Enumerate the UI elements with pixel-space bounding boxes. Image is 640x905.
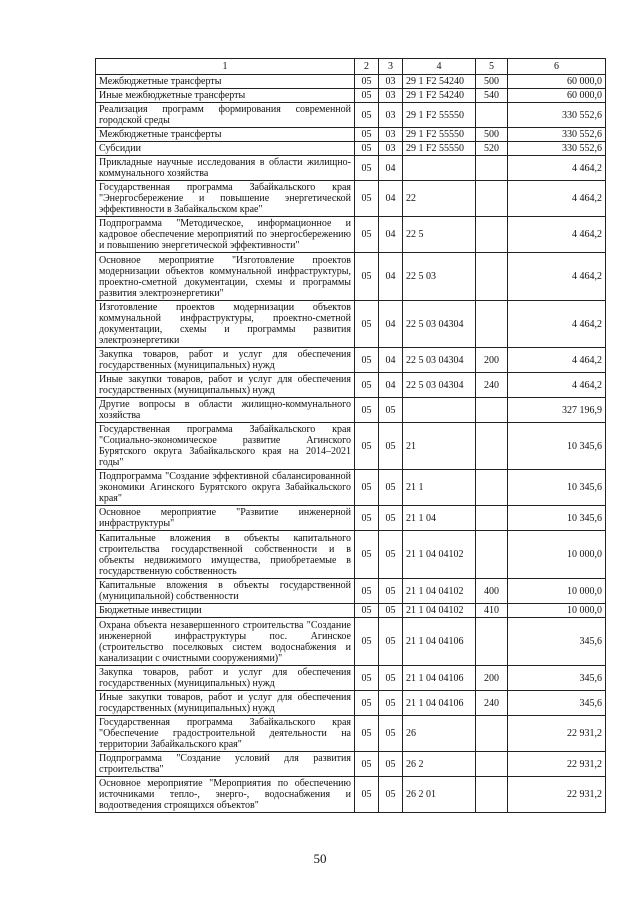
table-row — [96, 777, 606, 813]
table-row — [96, 89, 606, 103]
row-section: 05 — [355, 666, 379, 691]
row-section: 05 — [355, 373, 379, 398]
table-row — [96, 373, 606, 398]
table-row — [96, 156, 606, 181]
row-amount: 4 464,2 — [508, 181, 606, 217]
row-target-item: 21 1 04 — [403, 506, 476, 531]
row-section: 05 — [355, 777, 379, 813]
table-row — [96, 128, 606, 142]
row-section: 05 — [355, 142, 379, 156]
row-name: Межбюджетные трансферты — [96, 128, 355, 142]
table-row — [96, 348, 606, 373]
table-row — [96, 398, 606, 423]
column-header-target-item: 4 — [403, 59, 476, 75]
row-subsection: 05 — [379, 398, 403, 423]
row-amount: 345,6 — [508, 618, 606, 666]
row-amount: 22 931,2 — [508, 716, 606, 752]
row-name: Иные закупки товаров, работ и услуг для обеспечения государственных (муниципальных) нужд — [96, 373, 355, 398]
row-target-item: 22 5 03 04304 — [403, 373, 476, 398]
table-row — [96, 752, 606, 777]
table-row — [96, 604, 606, 618]
table-row — [96, 301, 606, 348]
row-name: Закупка товаров, работ и услуг для обеспечения государственных (муниципальных) нужд — [96, 348, 355, 373]
budget-table — [95, 58, 606, 813]
row-subsection: 04 — [379, 373, 403, 398]
row-expense-type — [476, 156, 508, 181]
row-section: 05 — [355, 398, 379, 423]
row-amount: 330 552,6 — [508, 142, 606, 156]
row-target-item: 21 — [403, 423, 476, 470]
row-amount: 4 464,2 — [508, 217, 606, 253]
row-subsection: 04 — [379, 348, 403, 373]
row-name: Основное мероприятие "Мероприятия по обеспечению источниками тепло-, энерго-, водоснабжения и водоотведения строящихся объектов" — [96, 777, 355, 813]
column-header-section: 2 — [355, 59, 379, 75]
row-section: 05 — [355, 531, 379, 579]
row-name: Охрана объекта незавершенного строительства "Создание инженерной инфраструктуры пос. Агинское (строительство поселковых систем водоснабжения и канализации с очистными сооружениями)" — [96, 618, 355, 666]
row-name: Капитальные вложения в объекты государственной (муниципальной) собственности — [96, 579, 355, 604]
row-section: 05 — [355, 618, 379, 666]
row-subsection: 04 — [379, 217, 403, 253]
row-expense-type: 200 — [476, 348, 508, 373]
row-subsection: 03 — [379, 75, 403, 89]
row-subsection: 05 — [379, 777, 403, 813]
table-row — [96, 531, 606, 579]
row-name: Реализация программ формирования современной городской среды — [96, 103, 355, 128]
row-subsection: 05 — [379, 666, 403, 691]
table-row — [96, 691, 606, 716]
table-row — [96, 506, 606, 531]
row-subsection: 05 — [379, 579, 403, 604]
row-target-item: 29 1 F2 54240 — [403, 75, 476, 89]
row-name: Субсидии — [96, 142, 355, 156]
row-amount: 60 000,0 — [508, 75, 606, 89]
row-name: Межбюджетные трансферты — [96, 75, 355, 89]
row-expense-type — [476, 618, 508, 666]
row-section: 05 — [355, 181, 379, 217]
table-row — [96, 579, 606, 604]
row-amount: 4 464,2 — [508, 301, 606, 348]
row-expense-type: 240 — [476, 373, 508, 398]
row-name: Подпрограмма "Создание условий для развития строительства" — [96, 752, 355, 777]
row-subsection: 04 — [379, 156, 403, 181]
row-section: 05 — [355, 89, 379, 103]
row-amount: 327 196,9 — [508, 398, 606, 423]
row-expense-type — [476, 531, 508, 579]
column-header-expense-type: 5 — [476, 59, 508, 75]
row-target-item: 21 1 04 04102 — [403, 604, 476, 618]
column-header-subsection: 3 — [379, 59, 403, 75]
table-row — [96, 181, 606, 217]
row-name: Капитальные вложения в объекты капитального строительства государственной собственности и в объекты недвижимого имущества, приобретаемые в государственную собственность — [96, 531, 355, 579]
row-subsection: 03 — [379, 89, 403, 103]
row-target-item: 22 — [403, 181, 476, 217]
row-section: 05 — [355, 470, 379, 506]
row-section: 05 — [355, 156, 379, 181]
row-expense-type: 400 — [476, 579, 508, 604]
row-amount: 22 931,2 — [508, 752, 606, 777]
table-row — [96, 470, 606, 506]
row-name: Иные межбюджетные трансферты — [96, 89, 355, 103]
row-section: 05 — [355, 103, 379, 128]
row-expense-type — [476, 253, 508, 301]
row-subsection: 05 — [379, 691, 403, 716]
row-expense-type: 410 — [476, 604, 508, 618]
table-row — [96, 103, 606, 128]
row-target-item: 22 5 03 04304 — [403, 348, 476, 373]
row-amount: 4 464,2 — [508, 253, 606, 301]
row-expense-type: 540 — [476, 89, 508, 103]
row-section: 05 — [355, 691, 379, 716]
row-name: Изготовление проектов модернизации объектов коммунальной инфраструктуры, проектно-сметной документации, схемы и программы развития электроэнергетики — [96, 301, 355, 348]
row-name: Государственная программа Забайкальского края "Социально-экономическое развитие Агинского Бурятского округа Забайкальского края на 2014–2021 годы" — [96, 423, 355, 470]
row-section: 05 — [355, 752, 379, 777]
row-subsection: 03 — [379, 103, 403, 128]
row-subsection: 05 — [379, 716, 403, 752]
row-target-item: 26 2 — [403, 752, 476, 777]
table-row — [96, 75, 606, 89]
row-target-item: 29 1 F2 55550 — [403, 142, 476, 156]
row-subsection: 05 — [379, 506, 403, 531]
row-amount: 4 464,2 — [508, 348, 606, 373]
row-section: 05 — [355, 301, 379, 348]
table-row — [96, 716, 606, 752]
row-expense-type — [476, 716, 508, 752]
row-amount: 60 000,0 — [508, 89, 606, 103]
row-name: Прикладные научные исследования в области жилищно-коммунального хозяйства — [96, 156, 355, 181]
row-name: Основное мероприятие "Развитие инженерной инфраструктуры" — [96, 506, 355, 531]
row-name: Государственная программа Забайкальского края "Обеспечение градостроительной деятельности на территории Забайкальского края" — [96, 716, 355, 752]
row-amount: 10 000,0 — [508, 579, 606, 604]
table-row — [96, 253, 606, 301]
row-name: Подпрограмма "Создание эффективной сбалансированной экономики Агинского Бурятского округа Забайкальского края" — [96, 470, 355, 506]
row-name: Бюджетные инвестиции — [96, 604, 355, 618]
row-name: Другие вопросы в области жилищно-коммунального хозяйства — [96, 398, 355, 423]
row-target-item: 21 1 04 04106 — [403, 666, 476, 691]
row-name: Иные закупки товаров, работ и услуг для обеспечения государственных (муниципальных) нужд — [96, 691, 355, 716]
row-expense-type — [476, 777, 508, 813]
row-subsection: 04 — [379, 181, 403, 217]
row-section: 05 — [355, 579, 379, 604]
row-target-item: 21 1 04 04102 — [403, 531, 476, 579]
row-target-item: 21 1 04 04106 — [403, 618, 476, 666]
row-section: 05 — [355, 716, 379, 752]
row-expense-type: 500 — [476, 75, 508, 89]
row-expense-type — [476, 103, 508, 128]
row-amount: 10 000,0 — [508, 604, 606, 618]
row-target-item: 26 2 01 — [403, 777, 476, 813]
row-name: Закупка товаров, работ и услуг для обеспечения государственных (муниципальных) нужд — [96, 666, 355, 691]
row-expense-type: 500 — [476, 128, 508, 142]
row-target-item: 29 1 F2 54240 — [403, 89, 476, 103]
row-amount: 22 931,2 — [508, 777, 606, 813]
row-target-item: 29 1 F2 55550 — [403, 103, 476, 128]
row-subsection: 05 — [379, 604, 403, 618]
row-expense-type — [476, 217, 508, 253]
row-amount: 4 464,2 — [508, 156, 606, 181]
table-row — [96, 423, 606, 470]
row-expense-type: 240 — [476, 691, 508, 716]
row-section: 05 — [355, 506, 379, 531]
column-header-name: 1 — [96, 59, 355, 75]
row-section: 05 — [355, 253, 379, 301]
row-amount: 330 552,6 — [508, 103, 606, 128]
budget-sheet — [95, 58, 605, 813]
row-target-item — [403, 156, 476, 181]
row-section: 05 — [355, 348, 379, 373]
row-target-item: 26 — [403, 716, 476, 752]
row-amount: 10 345,6 — [508, 506, 606, 531]
row-section: 05 — [355, 604, 379, 618]
row-expense-type — [476, 398, 508, 423]
row-amount: 10 345,6 — [508, 423, 606, 470]
row-section: 05 — [355, 75, 379, 89]
row-subsection: 03 — [379, 128, 403, 142]
row-target-item — [403, 398, 476, 423]
table-header-row — [96, 59, 606, 75]
row-expense-type — [476, 301, 508, 348]
row-expense-type — [476, 752, 508, 777]
row-subsection: 05 — [379, 618, 403, 666]
row-subsection: 04 — [379, 301, 403, 348]
page-number: 50 — [313, 851, 327, 866]
row-section: 05 — [355, 217, 379, 253]
row-expense-type — [476, 506, 508, 531]
row-amount: 345,6 — [508, 691, 606, 716]
row-subsection: 05 — [379, 423, 403, 470]
row-target-item: 21 1 — [403, 470, 476, 506]
row-section: 05 — [355, 423, 379, 470]
row-amount: 4 464,2 — [508, 373, 606, 398]
column-header-amount: 6 — [508, 59, 606, 75]
table-row — [96, 666, 606, 691]
row-section: 05 — [355, 128, 379, 142]
row-name: Подпрограмма "Методическое, информационное и кадровое обеспечение мероприятий по энергосбережению и повышению энергетической эффективности" — [96, 217, 355, 253]
row-subsection: 05 — [379, 752, 403, 777]
row-expense-type — [476, 423, 508, 470]
row-subsection: 03 — [379, 142, 403, 156]
row-target-item: 22 5 03 04304 — [403, 301, 476, 348]
row-target-item: 21 1 04 04106 — [403, 691, 476, 716]
row-expense-type: 520 — [476, 142, 508, 156]
row-amount: 345,6 — [508, 666, 606, 691]
row-expense-type — [476, 181, 508, 217]
row-amount: 10 000,0 — [508, 531, 606, 579]
table-row — [96, 142, 606, 156]
row-subsection: 05 — [379, 531, 403, 579]
row-name: Государственная программа Забайкальского края "Энергосбережение и повышение энергетической эффективности в Забайкальском крае" — [96, 181, 355, 217]
row-subsection: 04 — [379, 253, 403, 301]
row-subsection: 05 — [379, 470, 403, 506]
row-target-item: 21 1 04 04102 — [403, 579, 476, 604]
row-expense-type: 200 — [476, 666, 508, 691]
row-target-item: 22 5 — [403, 217, 476, 253]
row-amount: 330 552,6 — [508, 128, 606, 142]
row-expense-type — [476, 470, 508, 506]
table-row — [96, 618, 606, 666]
row-amount: 10 345,6 — [508, 470, 606, 506]
table-row — [96, 217, 606, 253]
row-name: Основное мероприятие "Изготовление проектов модернизации объектов коммунальной инфраструктуры, проектно-сметной документации, схемы и программы развития электроэнергетики" — [96, 253, 355, 301]
row-target-item: 29 1 F2 55550 — [403, 128, 476, 142]
row-target-item: 22 5 03 — [403, 253, 476, 301]
